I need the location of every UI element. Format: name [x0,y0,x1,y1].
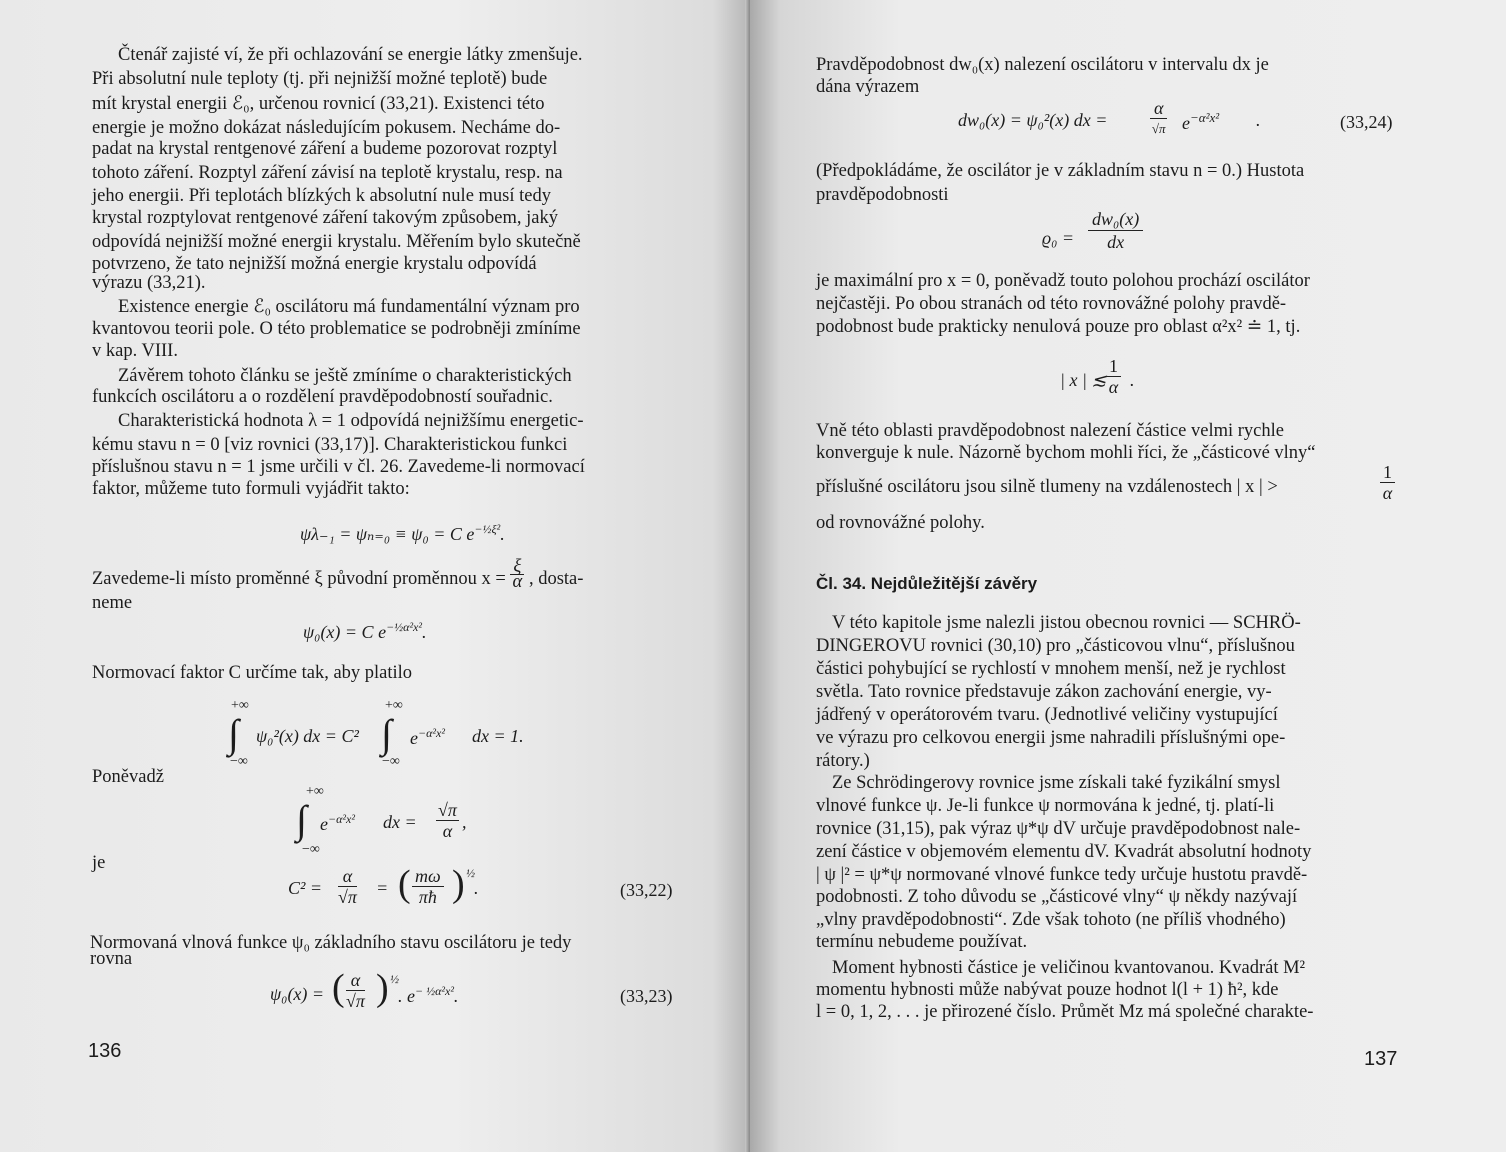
exponent: −α²x² [418,726,445,740]
equation-lhs: C² = [288,878,323,898]
right-paren: ) [452,863,465,905]
fraction-numerator: mω [412,866,444,887]
text-line: Pravděpodobnost dw₀(x) nalezení oscilátoru v intervalu dx je [816,55,1269,75]
fraction-denominator: √π [1151,121,1166,136]
text-line: konverguje k nule. Názorně bychom mohli říci, že „částicové vlny“ [816,443,1316,463]
period: . [474,878,479,898]
integral-upper-limit: +∞ [231,698,249,713]
text-line: podobnosti. Z toho důvodu se „částicové vlny“ ψ někdy nazývají [816,887,1298,907]
text-line: funkcích oscilátoru a o rozdělení pravděpodobností souřadnic. [92,387,553,407]
text-line: nejčastěji. Po obou stranách od této rovnovážné polohy pravdě- [816,294,1287,314]
fraction-momega-pihbar [412,866,444,907]
equation-exponent: −½ξ² [474,522,501,536]
text-line: „vlny pravděpodobnosti“. Zde však tohoto (ne příliš vhodného) [816,910,1286,930]
fraction-denominator: α [442,821,453,841]
fraction-sqrtpi-alpha [436,800,459,841]
text-normovana: Normovaná vlnová funkce ψ₀ základního stavu oscilátoru je tedy [90,933,572,953]
fraction-alpha-sqrtpi [338,866,357,907]
text-line: ve výrazu pro celkovou energii jsme nahradili příslušnými ope- [816,728,1286,748]
text-line: od rovnovážné polohy. [816,513,985,533]
equation-lhs: ψ₀(x) = [270,984,325,1004]
text-neme: neme [92,593,133,613]
text-line: mít krystal energii ℰ₀, určenou rovnicí (33,21). Existenci této [92,94,545,114]
text-line: výrazu (33,21). [92,273,206,293]
e-symbol: e [1182,113,1190,133]
text-line: Vně této oblasti pravděpodobnost nalezení částice velmi rychle [816,421,1284,441]
integral-upper-limit: +∞ [306,784,324,799]
integral-upper-limit: +∞ [385,698,403,713]
exponent: ½ [466,866,475,880]
right-page [750,0,1506,1152]
text-line: Moment hybnosti částice je veličinou kvantovanou. Kvadrát M² [832,958,1306,978]
text-line: tohoto záření. Rozptyl záření závisí na teplotě krystalu, resp. na [92,163,563,183]
comma: , [462,812,467,832]
e-symbol: e [320,814,328,834]
text-line: jádřený v operátorovém tvaru. (Jednotlivé veličiny vystupující [816,705,1278,725]
fraction-one-alpha [1106,356,1121,397]
fraction-numerator: ξ [510,560,524,575]
fraction-numerator: 1 [1106,356,1121,377]
section-heading: Čl. 34. Nejdůležitější závěry [816,574,1038,593]
text-line: termínu nebudeme používat. [816,932,1028,952]
page-number: 136 [88,1040,122,1062]
fraction-numerator: α [1150,98,1167,119]
fraction-denominator: √π [346,991,365,1011]
text-line: zení částice v objemovém elementu dV. Kvadrát absolutní hodnoty [816,842,1312,862]
equation-psi-lambda [300,522,505,545]
text-line: je maximální pro x = 0, poněvadž touto polohou prochází oscilátor [816,271,1310,291]
text-line: potvrzeno, že tato nejnižší možná energie krystalu odpovídá [92,254,537,274]
equation-number: (33,23) [620,986,673,1006]
text-line: kému stavu n = 0 [viz rovnici (33,17)]. Charakteristickou funkci [92,435,568,455]
page-number: 137 [1364,1048,1398,1070]
integral-sign: ∫ [228,711,239,756]
exponential [1182,110,1219,134]
text-line: Ze Schrödingerovy rovnice jsme získali také fyzikální smysl [832,773,1281,793]
fraction-denominator: α [512,572,523,593]
text-line: dána výrazem [816,77,920,97]
right-paren: ) [376,967,389,1009]
equals: = [376,878,389,898]
text-line: Čtenář zajisté ví, že při ochlazování se energie látky zmenšuje. [118,45,583,65]
fraction-one-alpha [1380,462,1395,503]
text-line: vlnové funkce ψ. Je-li funkce ψ normována k jedné, tj. platí-li [816,796,1275,816]
equation-lhs: ϱ₀ = [1042,228,1075,248]
exponent: ½ [390,972,399,986]
integral-sign: ∫ [296,797,307,842]
text-ponevadz: Poněvadž [92,767,164,787]
exponent: − ½α²x² [415,984,454,998]
equation-number: (33,24) [1340,112,1393,132]
text-line: V této kapitole jsme nalezli jistou obecnou rovnici — SCHRÖ- [832,613,1301,633]
period: . [1256,110,1261,130]
integral-exponential [320,812,355,835]
fraction-numerator: 1 [1380,462,1395,483]
integral-exponential [410,726,445,749]
equation-exponent: −½α²x² [386,620,422,634]
integral-lower-limit: −∞ [382,754,400,769]
text-line: v kap. VIII. [92,341,178,361]
text-line: krystal rozptylovat rentgenové záření takovým způsobem, jaký [92,208,558,228]
text-line: kvantovou teorii pole. O této problematice se podrobněji zmíníme [92,319,581,339]
e-symbol: e [410,728,418,748]
fraction-numerator: dw₀(x) [1088,208,1143,231]
exponent: −α²x² [1190,110,1220,125]
fraction-denominator: α [1382,483,1393,503]
substitution-text: Zavedeme-li místo proměnné ξ původní proměnnou x = [92,569,511,589]
fraction-denominator: πħ [418,887,437,907]
left-paren: ( [332,967,345,1009]
text-line: odpovídá nejnižší možné energii krystalu. Měřením bylo skutečně [92,232,581,252]
equation-psi0 [303,620,426,643]
text-line: energie je možno dokázat následujícím pokusem. Necháme do- [92,118,561,138]
left-page [0,0,750,1152]
equation-text: ψλ₋₁ = ψₙ₌₀ ≡ ψ₀ = C e [300,524,475,544]
equation-number: (33,22) [620,880,673,900]
substitution-end: , dosta- [528,569,584,589]
text-normovaci: Normovací faktor C určíme tak, aby platilo [92,663,413,683]
substitution-line [92,557,690,593]
text-line: rátory.) [816,751,870,771]
period: . [1130,370,1135,390]
exponent: −α²x² [328,812,355,826]
equation-lhs: dw₀(x) = ψ₀²(x) dx = [958,110,1108,130]
text-line: příslušnou stavu n = 1 jsme určili v čl. 26. Zavedeme-li normovací [92,457,585,477]
text-line: (Předpokládáme, že oscilátor je v základním stavu n = 0.) Hustota [816,161,1305,181]
equation-period: . [421,622,427,642]
integral-end: dx = 1. [472,726,524,746]
fraction-xi-alpha [510,557,524,593]
text-line: | ψ |² = ψ*ψ normované vlnové funkce tedy určuje hustotu pravdě- [816,865,1308,885]
text-line: světla. Tato rovnice představuje zákon zachování energie, vy- [816,682,1272,702]
text-line: pravděpodobnosti [816,185,949,205]
text-line: Závěrem tohoto článku se ještě zmíníme o charakteristických [118,366,572,386]
integral-end: dx = [383,812,417,832]
fraction-denominator: dx [1107,232,1125,252]
fraction-denominator: √π [338,887,357,907]
left-paren: ( [398,863,411,905]
text-line: částici pohybující se rychlostí v mnohem menší, než je rychlost [816,659,1286,679]
exponential [398,984,458,1007]
text-line: DINGEROVU rovnici (30,10) pro „částicovou vlnu“, příslušnou [816,636,1295,656]
text-line: rovnice (31,15), pak výraz ψ*ψ dV určuje pravděpodobnost nale- [816,819,1301,839]
integral-body: ψ₀²(x) dx = C² [256,726,359,746]
text-line: jeho energii. Při teplotách blízkých k absolutní nule musí tedy [92,186,551,206]
text-line: příslušné oscilátoru jsou silně tlumeny na vzdálenostech | x | > [816,477,1278,497]
text-line: podobnost bude prakticky nenulová pouze pro oblast α²x² ≐ 1, tj. [816,317,1301,337]
fraction-dw0-dx [1088,208,1143,253]
period: . [453,986,459,1006]
fraction-alpha-sqrtpi [346,970,365,1011]
integral-lower-limit: −∞ [302,842,320,857]
text-je: je [92,853,106,873]
text-line: padat na krystal rentgenové záření a budeme pozorovat rozptyl [92,139,558,159]
text-rovna: rovna [90,949,133,969]
text-line: Existence energie ℰ₀ oscilátoru má fundamentální význam pro [118,297,580,317]
fraction-denominator: α [1108,377,1119,397]
fraction-numerator: √π [438,800,457,820]
e-symbol: . e [398,986,415,1006]
equation-period: . [500,524,505,544]
text-line: momentu hybnosti může nabývat pouze hodnot l(l + 1) ħ², kde [816,980,1279,1000]
text-line: Při absolutní nule teploty (tj. při nejnižší možné teplotě) bude [92,69,548,89]
fraction-numerator: α [346,970,365,991]
equation-text: ψ₀(x) = C e [303,622,387,642]
text-line: l = 0, 1, 2, . . . je přirozené číslo. Průmět Mz má společné charakte- [816,1002,1314,1022]
fraction-alpha-sqrtpi [1150,98,1167,139]
text-line: Charakteristická hodnota λ = 1 odpovídá nejnižšímu energetic- [118,411,584,431]
integral-lower-limit: −∞ [230,754,248,769]
integral-sign: ∫ [381,711,392,756]
fraction-numerator: α [338,866,357,887]
inequality-lhs: | x | ≲ [1060,370,1107,390]
text-line: faktor, můžeme tuto formuli vyjádřit takto: [92,479,410,499]
